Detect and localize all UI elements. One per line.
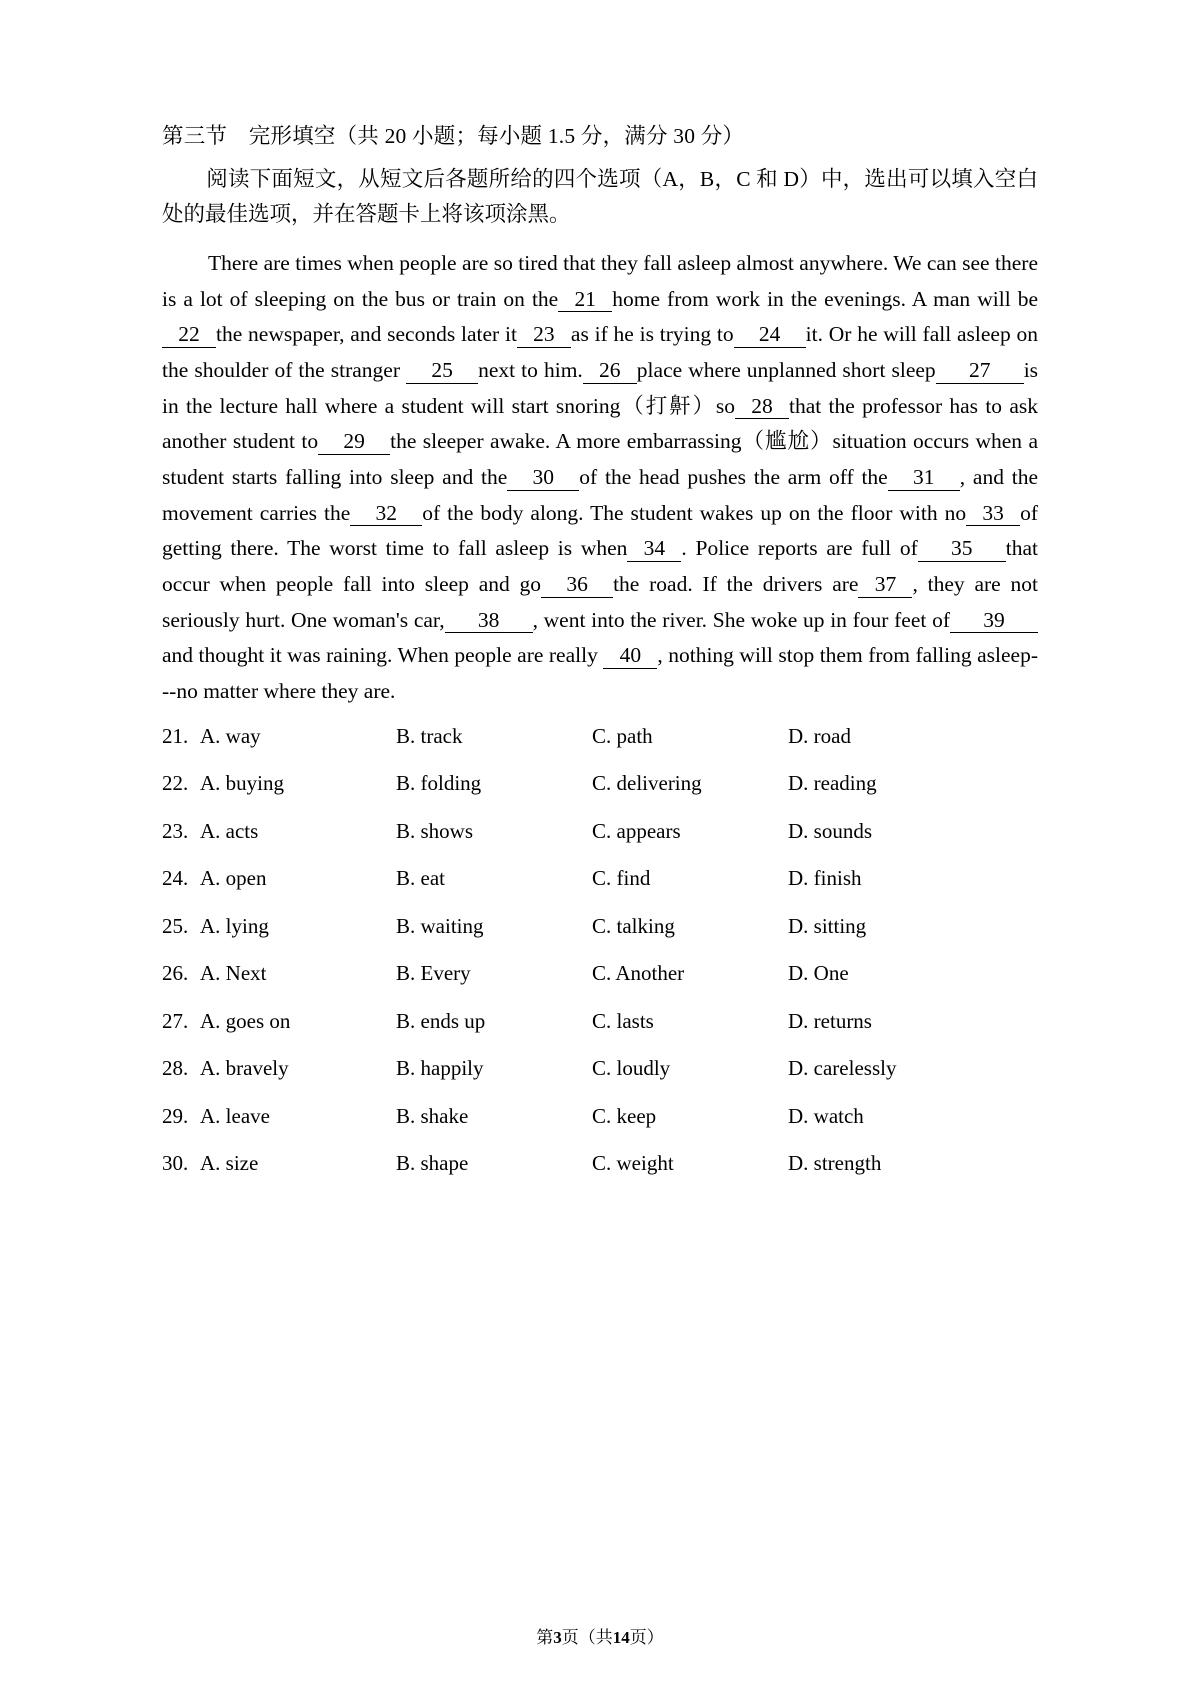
options-list xyxy=(162,723,1038,1176)
blank-25[interactable]: 25 xyxy=(406,359,478,384)
choice-c[interactable]: C. keep xyxy=(592,1103,657,1128)
choice-d[interactable]: D. reading xyxy=(788,771,877,796)
choice-a[interactable]: A. Next xyxy=(200,961,267,986)
question-row[interactable] xyxy=(162,1103,1038,1128)
choice-b[interactable]: B. folding xyxy=(396,771,482,796)
choice-b[interactable]: B. track xyxy=(396,723,463,748)
question-number: 24. xyxy=(162,866,189,891)
question-row[interactable] xyxy=(162,1058,1038,1079)
choice-a[interactable]: A. bravely xyxy=(200,1056,289,1081)
footer-total-pages: 14 xyxy=(612,1628,630,1647)
choice-b[interactable]: B. shape xyxy=(396,1151,469,1176)
passage-text-21: , nothing will stop them from falling asleep---no matter where they are. xyxy=(162,643,1038,704)
passage-text-2: home from work in the evenings. A man will be xyxy=(612,286,1038,311)
passage-text-13: of the body along. The student wakes up on the floor with no xyxy=(422,500,967,525)
choice-d[interactable]: D. sitting xyxy=(788,913,867,938)
blank-32[interactable]: 32 xyxy=(350,502,422,527)
passage-text-14: of getting there. The worst time to fall asleep is when xyxy=(162,500,1038,561)
choice-a[interactable]: A. open xyxy=(200,866,267,891)
page-footer xyxy=(0,1623,1200,1648)
choice-a[interactable]: A. leave xyxy=(200,1103,270,1128)
section-heading: 第三节 完形填空（共 20 小题；每小题 1.5 分，满分 30 分） xyxy=(162,124,745,148)
question-row[interactable] xyxy=(162,1153,1038,1174)
question-row[interactable] xyxy=(162,868,1038,889)
blank-21[interactable]: 21 xyxy=(558,288,612,313)
choice-a[interactable]: A. way xyxy=(200,723,261,748)
choice-c[interactable]: C. delivering xyxy=(592,771,702,796)
passage-text-17: the road. If the drivers are xyxy=(613,572,859,597)
choice-a[interactable]: A. size xyxy=(200,1151,259,1176)
choice-b[interactable]: B. eat xyxy=(396,866,445,891)
passage-text-4: as if he is trying to xyxy=(570,322,734,347)
question-row[interactable] xyxy=(162,913,1038,938)
footer-page-number: 3 xyxy=(553,1628,562,1647)
passage-text-5: it. Or he will fall asleep on the shoulder of the stranger xyxy=(162,322,1038,382)
choice-d[interactable]: D. sounds xyxy=(788,818,873,843)
blank-26[interactable]: 26 xyxy=(583,359,637,384)
blank-39[interactable]: 39 xyxy=(950,609,1038,634)
choice-b[interactable]: B. shows xyxy=(396,818,474,843)
cloze-passage xyxy=(162,246,1038,710)
footer-prefix: 第 xyxy=(536,1628,554,1647)
choice-c[interactable]: C. weight xyxy=(592,1151,674,1176)
choice-d[interactable]: D. watch xyxy=(788,1103,864,1128)
choice-a[interactable]: A. goes on xyxy=(200,1008,291,1033)
passage-text-10: the sleeper awake. A more embarrassing（尴尬）situation occurs when a student starts falling into sleep and the xyxy=(162,429,1038,490)
blank-31[interactable]: 31 xyxy=(888,466,960,491)
blank-28[interactable]: 28 xyxy=(735,395,789,420)
blank-35[interactable]: 35 xyxy=(918,537,1006,562)
passage-text-11: of the head pushes the arm off the xyxy=(579,465,888,490)
passage-text-8: is in the lecture hall where a student will start snoring（打鼾）so xyxy=(162,357,1039,418)
choice-d[interactable]: D. carelessly xyxy=(788,1056,897,1081)
blank-40[interactable]: 40 xyxy=(603,644,657,669)
blank-38[interactable]: 38 xyxy=(445,609,533,634)
question-row[interactable] xyxy=(162,818,1038,843)
question-row[interactable] xyxy=(162,723,1038,748)
choice-c[interactable]: C. Another xyxy=(592,961,685,986)
choice-d[interactable]: D. road xyxy=(788,723,851,748)
blank-27[interactable]: 27 xyxy=(936,359,1024,384)
blank-34[interactable]: 34 xyxy=(627,537,681,562)
blank-33[interactable]: 33 xyxy=(966,502,1020,527)
blank-22[interactable]: 22 xyxy=(162,323,216,348)
passage-text-18: , they are not seriously hurt. One woman's car, xyxy=(162,572,1038,632)
choice-d[interactable]: D. finish xyxy=(788,866,862,891)
passage-text-1: There are times when people are so tired that they fall asleep almost anywhere. We can see there is a lot of sleeping on the bus or train on the xyxy=(162,250,1038,311)
question-number: 30. xyxy=(162,1151,189,1176)
choice-c[interactable]: C. lasts xyxy=(592,1008,654,1033)
choice-b[interactable]: B. shake xyxy=(396,1103,469,1128)
question-row[interactable] xyxy=(162,963,1038,984)
question-number: 23. xyxy=(162,818,189,843)
choice-c[interactable]: C. appears xyxy=(592,818,681,843)
blank-23[interactable]: 23 xyxy=(517,323,571,348)
question-row[interactable] xyxy=(162,1008,1038,1033)
blank-24[interactable]: 24 xyxy=(734,323,806,348)
choice-b[interactable]: B. Every xyxy=(396,961,471,986)
passage-text-12: , and the movement carries the xyxy=(162,465,1038,525)
question-number: 28. xyxy=(162,1056,189,1081)
footer-suffix: 页） xyxy=(629,1628,664,1647)
choice-d[interactable]: D. strength xyxy=(788,1151,882,1176)
choice-c[interactable]: C. path xyxy=(592,723,653,748)
question-number: 21. xyxy=(162,723,189,748)
passage-text-15: . Police reports are full of xyxy=(681,536,918,561)
blank-37[interactable]: 37 xyxy=(858,573,912,598)
blank-29[interactable]: 29 xyxy=(318,430,390,455)
passage-text-3: the newspaper, and seconds later it xyxy=(216,322,517,347)
passage-text-6: next to him. xyxy=(478,357,583,382)
passage-text-9: that the professor has to ask another student to xyxy=(162,393,1038,454)
blank-30[interactable]: 30 xyxy=(507,466,579,491)
instruction-text: 阅读下面短文，从短文后各题所给的四个选项（A，B，C 和 D）中，选出可以填入空白处的最佳选项，并在答题卡上将该项涂黑。 xyxy=(162,167,1038,227)
passage-text-16: that occur when people fall into sleep and go xyxy=(162,536,1038,597)
choice-c[interactable]: C. loudly xyxy=(592,1056,671,1081)
choice-a[interactable]: A. acts xyxy=(200,818,259,843)
footer-middle: 页（共 xyxy=(561,1628,613,1647)
question-number: 22. xyxy=(162,771,189,796)
choice-d[interactable]: D. One xyxy=(788,961,849,986)
instruction-paragraph xyxy=(162,162,1038,232)
question-number: 29. xyxy=(162,1103,189,1128)
blank-36[interactable]: 36 xyxy=(541,573,613,598)
question-number: 25. xyxy=(162,913,189,938)
passage-text-20: and thought it was raining. When people are really xyxy=(162,643,598,668)
passage-text-19: , went into the river. She woke up in four feet of xyxy=(532,607,950,632)
choice-c[interactable]: C. find xyxy=(592,866,651,891)
choice-c[interactable]: C. talking xyxy=(592,913,675,938)
choice-b[interactable]: B. happily xyxy=(396,1056,484,1081)
question-row[interactable] xyxy=(162,773,1038,794)
choice-a[interactable]: A. lying xyxy=(200,913,269,938)
choice-b[interactable]: B. waiting xyxy=(396,913,484,938)
choice-a[interactable]: A. buying xyxy=(200,771,284,796)
choice-b[interactable]: B. ends up xyxy=(396,1008,486,1033)
question-number: 27. xyxy=(162,1008,189,1033)
passage-text-7: place where unplanned short sleep xyxy=(636,357,936,382)
question-number: 26. xyxy=(162,961,189,986)
choice-d[interactable]: D. returns xyxy=(788,1008,872,1033)
